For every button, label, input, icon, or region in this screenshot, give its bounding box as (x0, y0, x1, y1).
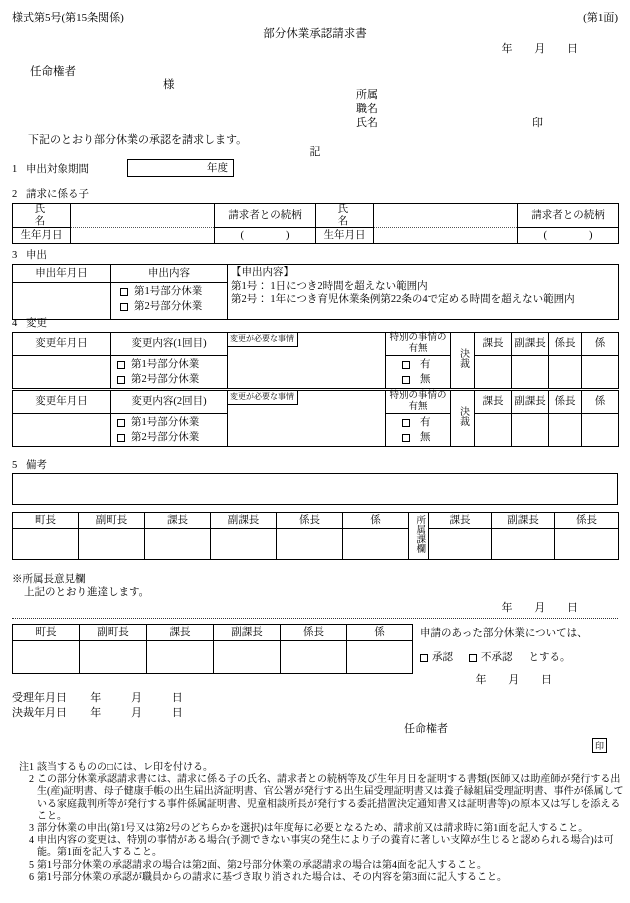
change2-special-options (386, 414, 451, 447)
child2-relation-label: 請求者との続柄 (518, 204, 619, 228)
change2-fukukacho-header: 副課長 (512, 391, 549, 414)
change2-yes-row[interactable] (386, 415, 450, 430)
option1-row[interactable] (114, 284, 224, 299)
description-line2: 第2号： 1年につき育児休業条例第22条の4で定める時間を超えない範囲内 (231, 294, 575, 306)
form-number: 様式第5号(第15条関係) (12, 12, 124, 24)
note-text: 第1号部分休業の承認が職員からの請求に基づき取り消された場合は、その内容を第3面に記入すること。 (37, 871, 507, 883)
change1-kessai-label: 決裁 (451, 333, 475, 389)
section1-number: 1 (12, 164, 18, 175)
name-row (356, 116, 543, 130)
decision-date-label: 決裁年月日 (12, 707, 67, 719)
sign-stamp-kakari[interactable] (343, 529, 409, 560)
note-text: 該当するものの□には、レ印を付ける。 (37, 762, 214, 773)
section2-title: 請求に係る子 (26, 189, 89, 200)
sign-header-chocho: 町長 (13, 513, 79, 529)
supervisor-date-line (492, 602, 588, 616)
change2-option1-row[interactable] (111, 415, 227, 430)
note-text: 第1号部分休業の承認請求の場合は第2面、第2号部分休業の承認請求の場合は第4面を記入すること。 (37, 859, 487, 871)
supervisor-subtitle: 上記のとおり進達します。 (24, 587, 150, 598)
sup-header-kakari: 係 (347, 625, 413, 641)
table-row (13, 204, 619, 228)
change1-option2-row[interactable] (111, 372, 227, 387)
change1-content-options (111, 356, 228, 389)
sup-stamp-kacho[interactable] (147, 641, 214, 674)
note-number: 注1 (19, 762, 34, 773)
change2-kakari-header: 係 (582, 391, 619, 414)
change1-kakaricho-stamp[interactable] (549, 356, 582, 389)
change2-date-header: 変更年月日 (13, 391, 111, 414)
document-title: 部分休業承認請求書 (263, 28, 367, 40)
change1-date-input[interactable] (13, 356, 111, 389)
section4-number: 4 (12, 318, 18, 329)
child2-name-label: 氏 名 (316, 204, 374, 228)
note-item (12, 835, 624, 859)
change1-yes-label: 有 (420, 358, 431, 370)
decision-date-day: 日 (541, 674, 552, 686)
sup-header-fukukacho: 副課長 (214, 625, 281, 641)
note-item (12, 774, 624, 823)
remarks-input[interactable] (12, 473, 618, 505)
application-content-options (111, 283, 228, 320)
section1-title: 申出対象期間 (26, 164, 89, 175)
change2-no-label: 無 (420, 431, 431, 443)
sign-stamp-fukuchocho[interactable] (79, 529, 145, 560)
sup-stamp-fukukacho[interactable] (214, 641, 281, 674)
child1-relation-input[interactable]: ( ) (215, 228, 316, 244)
note-number: 6 (29, 871, 34, 883)
sup-date-year: 年 (501, 602, 513, 614)
section4-label (12, 317, 47, 330)
tosuru-label: とする。 (528, 652, 571, 663)
checkbox-icon[interactable] (469, 654, 477, 662)
change2-no-row[interactable] (386, 430, 450, 445)
sign-stamp-fukukacho[interactable] (211, 529, 277, 560)
decision-year: 年 (90, 707, 102, 719)
table-row (13, 265, 619, 283)
decision-options (420, 651, 571, 664)
checkbox-icon[interactable] (117, 361, 125, 369)
dept-header-fukukacho: 副課長 (492, 513, 555, 529)
checkbox-icon[interactable] (117, 376, 125, 384)
table-row (13, 641, 413, 674)
child2-name-input[interactable] (374, 204, 518, 228)
change1-fukukacho-stamp[interactable] (512, 356, 549, 389)
sup-header-chocho: 町長 (13, 625, 80, 641)
section5-number: 5 (12, 460, 18, 471)
job-title-label: 職名 (356, 103, 378, 115)
change1-reason-label: 変更が必要な事情 (228, 333, 298, 347)
approval-signature-table (12, 512, 619, 560)
decision-month: 月 (131, 707, 142, 719)
change2-kacho-header: 課長 (475, 391, 512, 414)
sign-header-kakaricho: 係長 (277, 513, 343, 529)
change-table-2 (12, 390, 619, 447)
change1-reason-cell[interactable] (228, 333, 386, 389)
section1-label (12, 163, 89, 176)
change1-date-header: 変更年月日 (13, 333, 111, 356)
sup-stamp-chocho[interactable] (13, 641, 80, 674)
section4-title: 変更 (26, 318, 47, 329)
sup-stamp-kakari[interactable] (347, 641, 413, 674)
decision-date-month: 月 (508, 674, 520, 686)
child2-dob-label: 生年月日 (316, 228, 374, 244)
note-number: 2 (29, 774, 34, 786)
receipt-date-label: 受理年月日 (12, 692, 67, 704)
checkbox-icon[interactable] (402, 376, 410, 384)
note-number: 5 (29, 859, 34, 871)
note-number: 4 (29, 835, 34, 847)
sign-stamp-kacho[interactable] (145, 529, 211, 560)
dept-stamp-kakaricho[interactable] (555, 529, 619, 560)
sign-stamp-chocho[interactable] (13, 529, 79, 560)
honorific-sama: 様 (163, 79, 175, 91)
checkbox-icon[interactable] (402, 361, 410, 369)
change2-option2-row[interactable] (111, 430, 227, 445)
sign-header-fukukacho: 副課長 (211, 513, 277, 529)
notes-list (12, 762, 624, 884)
affiliation-row (356, 88, 378, 102)
sup-stamp-kakaricho[interactable] (281, 641, 347, 674)
note-item (12, 860, 624, 872)
change2-reason-cell[interactable] (228, 391, 386, 447)
dept-header-kakaricho: 係長 (555, 513, 619, 529)
change1-yes-row[interactable] (386, 357, 450, 372)
fiscal-year-input[interactable] (127, 159, 234, 177)
dept-column-label: 所属課欄 (409, 513, 429, 560)
note-text: この部分休業承認請求書には、請求に係る子の氏名、請求者との続柄等及び生年月日を証明する書類(医師又は助産師が発行する出生(産)証明書、母子健康手帳の出生届出済証明書、官公署が発行する出生届受理証明書又は養子縁組届受理証明書、事件が係属している家庭裁判所等が発行する事件係属証明書、児童相談所長が発行する委託措置決定通知書又は証明書等)の原本又は写しを添えること。 (37, 774, 624, 822)
affiliation-label: 所属 (356, 89, 378, 101)
checkbox-icon[interactable] (420, 654, 428, 662)
section3-title: 申出 (26, 250, 47, 261)
supervisor-section-title: ※所属長意見欄 (12, 574, 86, 585)
table-row (13, 625, 413, 641)
ki-marker: 記 (309, 146, 321, 158)
table-row (13, 513, 619, 529)
change-table-1 (12, 332, 619, 389)
application-description-cell (228, 265, 619, 320)
table-row (13, 333, 619, 356)
note-text: 部分休業の申出(第1号又は第2号のどちらかを選択)は年度毎に必要となるため、請求前又は請求時に第1面を記入すること。 (37, 822, 589, 834)
change1-option1-label: 第1号部分休業 (131, 358, 200, 370)
change2-kessai-label: 決裁 (451, 391, 475, 447)
special-header-line2: 有無 (408, 344, 428, 354)
special-header-line1: 特別の事情の (389, 333, 447, 344)
dept-stamp-fukukacho[interactable] (492, 529, 555, 560)
change1-no-row[interactable] (386, 372, 450, 387)
section3-number: 3 (12, 250, 18, 261)
decision-date-year: 年 (475, 674, 487, 686)
change2-kakari-stamp[interactable] (582, 414, 619, 447)
change1-special-header (386, 333, 451, 356)
approve-label: 承認 (432, 652, 453, 663)
name-label: 氏名 (356, 117, 378, 129)
decision-date-line (466, 674, 562, 688)
change1-kacho-header: 課長 (475, 333, 512, 356)
appointer-label: 任命権者 (30, 66, 76, 78)
sign-header-fukuchocho: 副町長 (79, 513, 145, 529)
seal-mark: 印 (532, 117, 543, 129)
reject-label: 不承認 (481, 652, 513, 663)
change2-kacho-stamp[interactable] (475, 414, 512, 447)
child-table (12, 203, 619, 244)
checkbox-icon[interactable] (402, 419, 410, 427)
request-sentence: 下記のとおり部分休業の承認を請求します。 (28, 134, 248, 146)
change1-kakaricho-header: 係長 (549, 333, 582, 356)
date-day-label: 日 (567, 43, 578, 55)
note-item (12, 762, 624, 774)
checkbox-icon[interactable] (117, 434, 125, 442)
change1-content-header: 変更内容(1回目) (111, 333, 228, 356)
receipt-month: 月 (131, 692, 142, 704)
sign-header-kakari: 係 (343, 513, 409, 529)
note-item (12, 823, 624, 835)
sup-date-day: 日 (567, 602, 578, 614)
section2-label (12, 188, 89, 201)
checkbox-icon[interactable] (120, 303, 128, 311)
appointer-footer-label: 任命権者 (404, 723, 448, 735)
note-item (12, 872, 624, 884)
page-number: (第1面) (583, 12, 618, 24)
note-number: 3 (29, 822, 34, 834)
change1-special-options (386, 356, 451, 389)
section5-title: 備考 (26, 460, 47, 471)
sup-header-fukuchocho: 副町長 (80, 625, 147, 641)
change1-kacho-stamp[interactable] (475, 356, 512, 389)
section2-number: 2 (12, 189, 18, 200)
submission-date-line (492, 43, 588, 57)
decision-date-row (12, 707, 196, 721)
special-header-line1: 特別の事情の (389, 391, 447, 402)
supervisor-signature-table (12, 624, 413, 674)
special-header-line2: 有無 (408, 402, 428, 412)
application-date-input[interactable] (13, 283, 111, 320)
option2-label: 第2号部分休業 (134, 300, 203, 312)
change2-date-input[interactable] (13, 414, 111, 447)
section-divider (12, 618, 618, 619)
application-date-header: 申出年月日 (13, 265, 111, 283)
date-year-label: 年 (501, 43, 513, 55)
option2-row[interactable] (114, 299, 224, 314)
dept-header-kacho: 課長 (429, 513, 492, 529)
application-content-header: 申出内容 (111, 265, 228, 283)
change2-yes-label: 有 (420, 416, 431, 428)
sup-date-month: 月 (534, 602, 546, 614)
child1-name-label: 氏 名 (13, 204, 71, 228)
seal-box[interactable]: 印 (592, 738, 607, 753)
child1-relation-label: 請求者との続柄 (215, 204, 316, 228)
change1-kakari-stamp[interactable] (582, 356, 619, 389)
requester-info-block (356, 88, 543, 130)
table-row (13, 228, 619, 244)
child2-relation-input[interactable]: ( ) (518, 228, 619, 244)
sign-header-kacho: 課長 (145, 513, 211, 529)
change2-option1-label: 第1号部分休業 (131, 416, 200, 428)
child2-dob-input[interactable] (374, 228, 518, 244)
sup-header-kacho: 課長 (147, 625, 214, 641)
section3-label (12, 249, 47, 262)
child1-dob-input[interactable] (71, 228, 215, 244)
fiscal-year-suffix: 年度 (207, 163, 228, 174)
job-title-row (356, 102, 378, 116)
change1-option1-row[interactable] (111, 357, 227, 372)
change2-option2-label: 第2号部分休業 (131, 431, 200, 443)
change1-fukukacho-header: 副課長 (512, 333, 549, 356)
receipt-year: 年 (90, 692, 102, 704)
change1-option2-label: 第2号部分休業 (131, 373, 200, 385)
note-text: 申出内容の変更は、特別の事情がある場合(予測できない事実の発生により子の養育に著しい支障が生じると認められる場合)は可能。第1面を記入すること。 (37, 835, 614, 859)
child1-name-input[interactable] (71, 204, 215, 228)
change2-content-options (111, 414, 228, 447)
change2-kakaricho-stamp[interactable] (549, 414, 582, 447)
checkbox-icon[interactable] (402, 434, 410, 442)
sup-header-kakaricho: 係長 (281, 625, 347, 641)
receipt-date-line (12, 692, 196, 706)
change2-fukukacho-stamp[interactable] (512, 414, 549, 447)
sup-stamp-fukuchocho[interactable] (80, 641, 147, 674)
date-month-label: 月 (534, 43, 546, 55)
change2-content-header: 変更内容(2回目) (111, 391, 228, 414)
dept-stamp-kacho[interactable] (429, 529, 492, 560)
child1-dob-label: 生年月日 (13, 228, 71, 244)
change1-no-label: 無 (420, 373, 431, 385)
change2-reason-label: 変更が必要な事情 (228, 391, 298, 405)
checkbox-icon[interactable] (117, 419, 125, 427)
description-title: 【申出内容】 (231, 267, 294, 278)
application-table (12, 264, 619, 320)
table-row (13, 529, 619, 560)
section5-label (12, 459, 47, 472)
change2-kakaricho-header: 係長 (549, 391, 582, 414)
change1-kakari-header: 係 (582, 333, 619, 356)
checkbox-icon[interactable] (120, 288, 128, 296)
decision-intro-text: 申請のあった部分休業については、 (420, 628, 588, 639)
sign-stamp-kakaricho[interactable] (277, 529, 343, 560)
receipt-day: 日 (171, 692, 183, 704)
decision-day: 日 (171, 707, 183, 719)
description-line1: 第1号： 1日につき2時間を超えない範囲内 (231, 280, 428, 292)
option1-label: 第1号部分休業 (134, 285, 203, 297)
table-row (13, 391, 619, 414)
change2-special-header (386, 391, 451, 414)
